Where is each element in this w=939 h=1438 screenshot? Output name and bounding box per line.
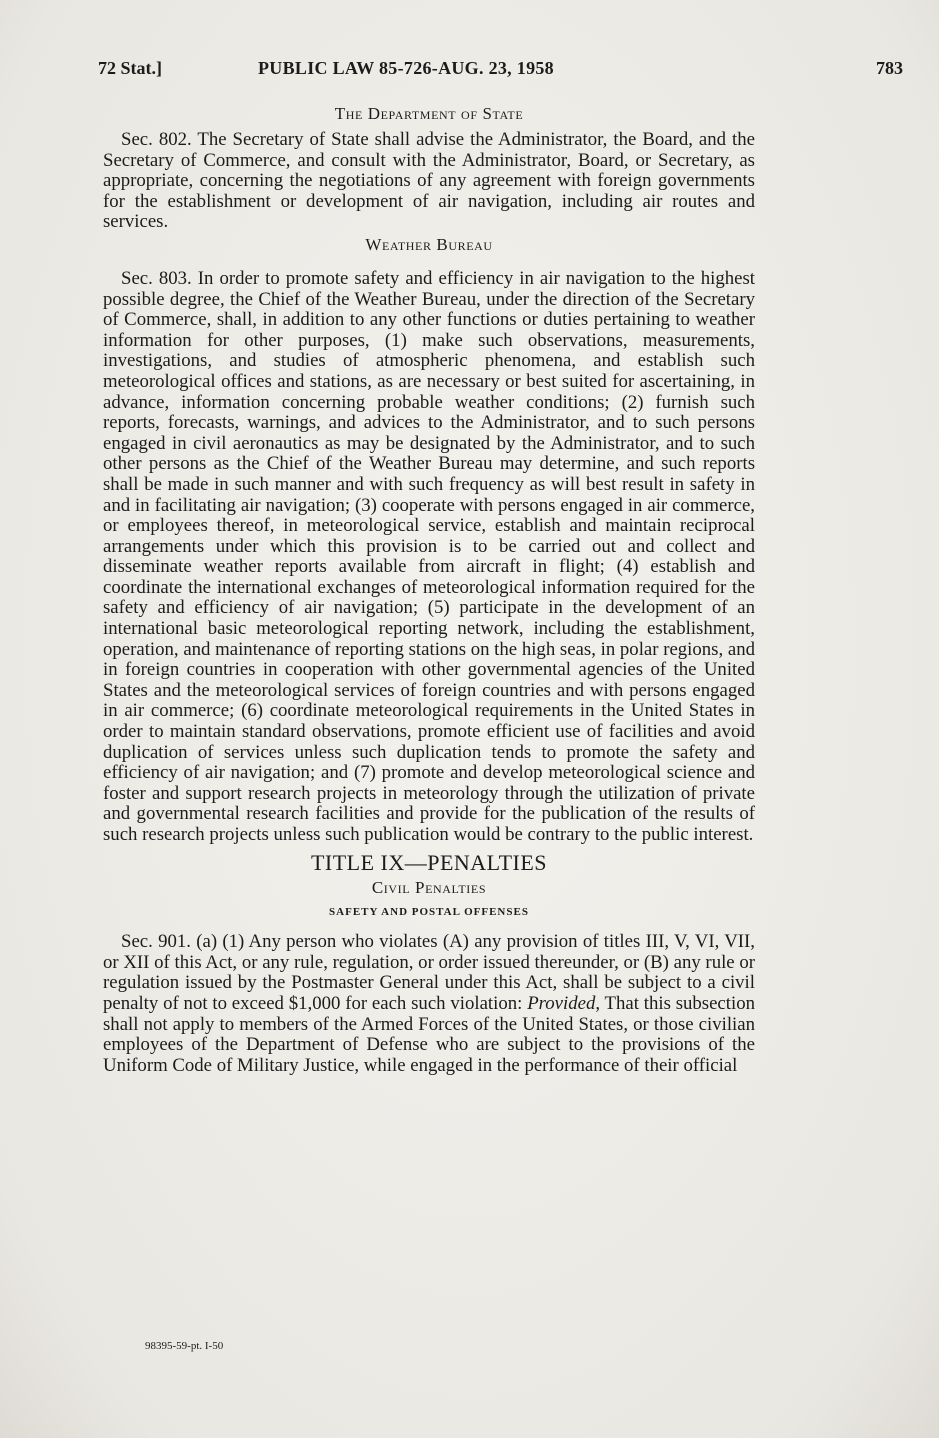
print-code-footer: 98395-59-pt. I-50 bbox=[145, 1340, 224, 1352]
heading-safety-postal-offenses: SAFETY AND POSTAL OFFENSES bbox=[329, 905, 529, 918]
title-ix-heading: TITLE IX—PENALTIES bbox=[310, 849, 548, 875]
heading-department-of-state: The Department of State bbox=[334, 104, 524, 123]
page-header bbox=[98, 58, 903, 88]
heading-weather-bureau: Weather Bureau bbox=[365, 234, 493, 254]
section-901 bbox=[103, 932, 755, 1076]
section-802: Sec. 802. The Secretary of State shall advise the Administrator, the Board, and the Secretary of Commerce, and consult with the Administrator, Board, or Secretary, as appropriate, concerning the negotiations of any agreement with foreign governments for the establishment or development of air navigation, including air routes and services. bbox=[103, 129, 755, 233]
section-901-text-b: , That this subsection shall not apply to members of the Armed Forces of the United States, or those civilian employees of the Department of Defense who are subject to the provisions of the Uniform Code of Military Justice, while engaged in the performance of their official bbox=[103, 992, 755, 1076]
section-901-text-a: Sec. 901. (a) (1) Any person who violates (A) any provision of titles III, V, VI, VII, or XII of this Act, or any rule, regulation, or order issued thereunder, or (B) any rule or regulation issued by the Postmaster General under this Act, shall be subject to a civil penalty of not to exceed $1,000 for each such violation: bbox=[103, 931, 755, 1014]
page-number: 783 bbox=[876, 58, 903, 78]
section-803: Sec. 803. In order to promote safety and efficiency in air navigation to the highest possible degree, the Chief of the Weather Bureau, under the direction of the Secretary of Commerce, shall, in addition to any other functions or duties pertaining to weather information for other purposes, (1) make such observations, measurements, investigations, and studies of atmospheric phenomena, and establish such meteorological offices and stations, as are necessary or best suited for ascertaining, in advance, information concerning probable weather conditions; (2) furnish such reports, forecasts, warnings, and advices to the Administrator, and to such persons engaged in civil aeronautics as may be designated by the Administrator, and to such other persons as the Chief of the Weather Bureau may determine, and such reports shall be made in such manner and with such frequency as will best result in safety in and in facilitating air navigation; (3) cooperate with persons engaged in air commerce, or employees thereof, in meteorological service, establish and maintain reciprocal arrangements under which this provision is to be carried out and collect and disseminate weather reports available from aircraft in flight; (4) establish and coordinate the international exchanges of meteorological information required for the safety and efficiency of air navigation; (5) participate in the development of an international basic meteorological reporting network, including the establishment, operation, and maintenance of reporting stations on the high seas, in polar regions, and in foreign countries in cooperation with other governmental agencies of the United States and the meteorological services of foreign countries and with persons engaged in air commerce; (6) coordinate meteorological requirements in the United States in order to maintain standard observations, promote efficient use of facilities and avoid duplication of services unless such duplication tends to promote the safety and efficiency of air navigation; and (7) promote and develop meteorological science and foster and support research projects in meteorology through the utilization of private and governmental research facilities and provide for the publication of the results of such research projects unless such publication would be contrary to the public interest. bbox=[103, 267, 755, 845]
section-901-proviso: Provided bbox=[527, 992, 596, 1014]
document-body bbox=[103, 102, 755, 1076]
heading-civil-penalties: Civil Penalties bbox=[371, 877, 487, 897]
statute-reference: 72 Stat.] bbox=[98, 58, 162, 78]
running-title: PUBLIC LAW 85-726-AUG. 23, 1958 bbox=[258, 58, 554, 78]
